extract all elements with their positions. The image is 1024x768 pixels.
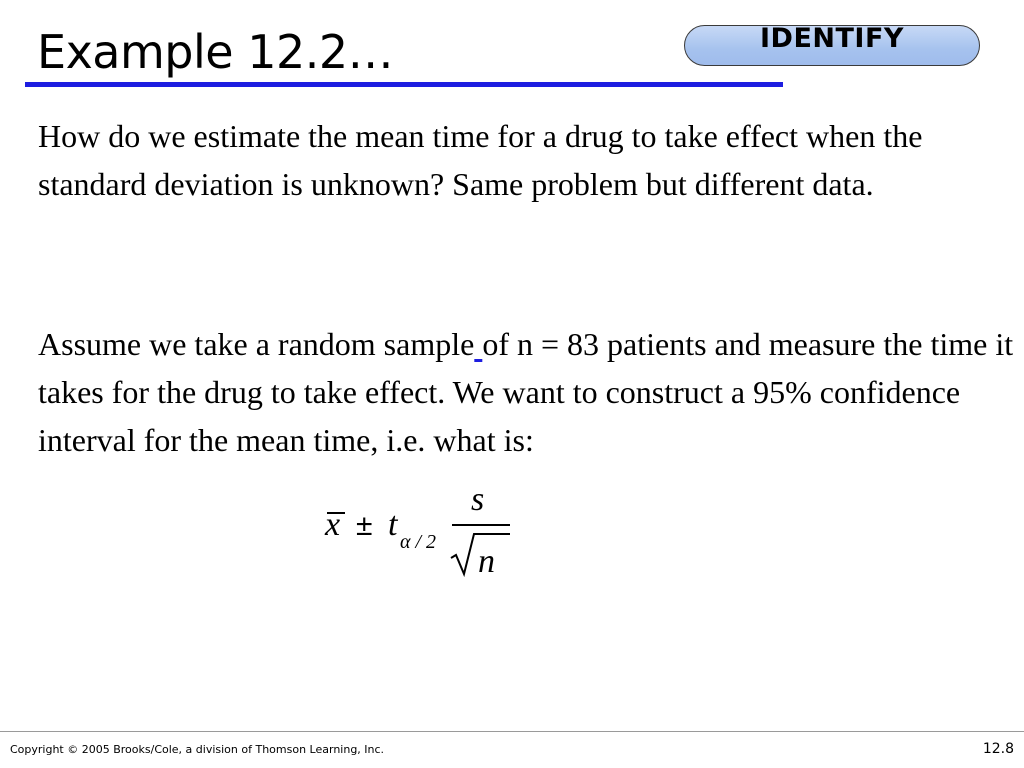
assumption-text-start: Assume we take a random sample bbox=[38, 326, 475, 362]
t-subscript: α / 2 bbox=[400, 531, 437, 553]
t-symbol: t bbox=[388, 506, 398, 543]
assumption-text-end: of n = 83 patients and measure the time it takes for the drug to take effect. We want to construct a 95% confidence interval for the mean time, i.e. what is: bbox=[38, 326, 1014, 458]
title-underline bbox=[25, 82, 783, 87]
slide-title: Example 12.2… bbox=[37, 25, 394, 79]
assumption-paragraph bbox=[38, 320, 1018, 464]
numerator-s: s bbox=[471, 481, 485, 518]
identify-badge bbox=[684, 25, 980, 66]
plus-minus-symbol: ± bbox=[356, 509, 373, 542]
confidence-interval-formula bbox=[318, 478, 518, 583]
formula-graphic bbox=[318, 478, 518, 583]
identify-badge-label: IDENTIFY bbox=[760, 23, 904, 54]
question-paragraph: How do we estimate the mean time for a drug to take effect when the standard deviation is unknown? Same problem but different data. bbox=[38, 118, 923, 202]
x-bar-symbol: x bbox=[325, 506, 341, 543]
footer-divider bbox=[0, 731, 1024, 732]
footer-page-number: 12.8 bbox=[982, 741, 1014, 757]
footer-copyright: Copyright © 2005 Brooks/Cole, a division of Thomson Learning, Inc. bbox=[10, 743, 385, 756]
denominator-n: n bbox=[478, 543, 495, 580]
